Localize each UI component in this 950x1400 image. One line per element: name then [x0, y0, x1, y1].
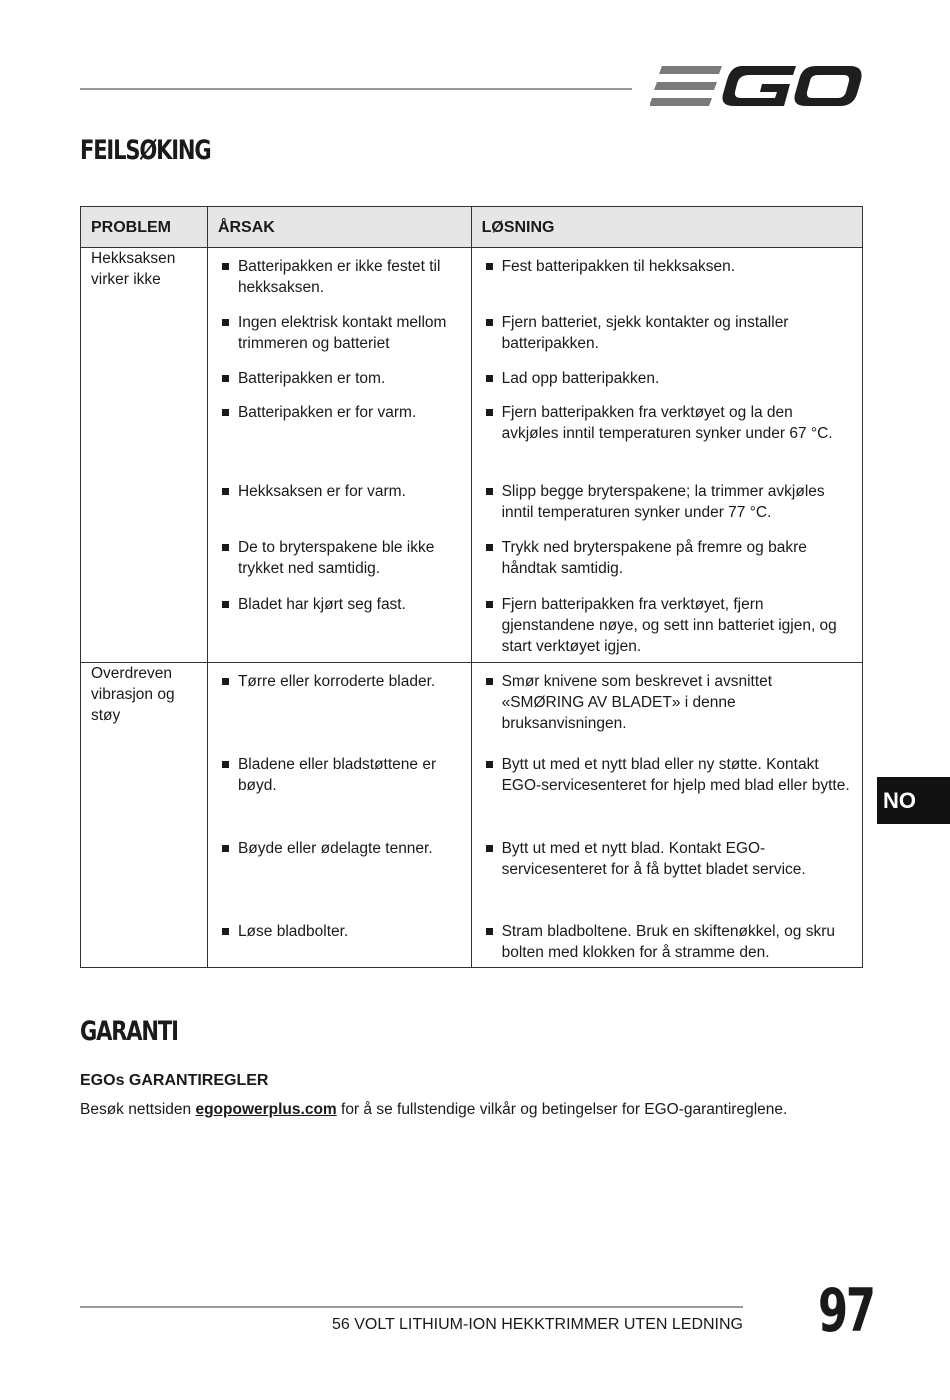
cause-item: Bladet har kjørt seg fast.	[218, 594, 461, 658]
solution-item: Lad opp batteripakken.	[482, 368, 852, 402]
warranty-text-after: for å se fullstendige vilkår og betingelser for EGO-garantireglene.	[336, 1101, 788, 1118]
top-rule	[80, 88, 632, 90]
solution-item: Fjern batteripakken fra verktøyet og la den avkjøles inntil temperaturen synker under 67 °C.	[482, 402, 852, 481]
cause-item: Batteripakken er tom.	[218, 368, 461, 402]
section-title-troubleshooting: FEILSØKING	[80, 135, 211, 166]
cause-cell	[207, 248, 471, 663]
solution-item: Fest batteripakken til hekksaksen.	[482, 256, 852, 312]
table-row	[81, 663, 863, 968]
cause-item: Tørre eller korroderte blader.	[218, 671, 461, 754]
cause-item: Ingen elektrisk kontakt mellom trimmeren og batteriet	[218, 312, 461, 368]
warranty-text-before: Besøk nettsiden	[80, 1101, 196, 1118]
solution-item: Trykk ned bryterspakene på fremre og bakre håndtak samtidig.	[482, 537, 852, 594]
problem-cell: Overdreven vibrasjon og støy	[81, 663, 208, 968]
solution-item: Fjern batteripakken fra verktøyet, fjern gjenstandene nøye, og sett inn batteriet igjen, og start verktøyet igjen.	[482, 594, 852, 658]
footer-title: 56 VOLT LITHIUM-ION HEKKTRIMMER UTEN LEDNING	[331, 1316, 743, 1333]
cause-item: Bøyde eller ødelagte tenner.	[218, 838, 461, 921]
website-link[interactable]: egopowerplus.com	[195, 1101, 337, 1118]
solution-item: Bytt ut med et nytt blad. Kontakt EGO-servicesenteret for å få byttet bladet service.	[482, 838, 852, 921]
problem-cell: Hekksaksen virker ikke	[81, 248, 208, 663]
warranty-subtitle: EGOs GARANTIREGLER	[80, 1072, 269, 1089]
cause-item: De to bryterspakene ble ikke trykket ned samtidig.	[218, 537, 461, 594]
cause-cell	[207, 663, 471, 968]
cause-item: Batteripakken er ikke festet til hekksaksen.	[218, 256, 461, 312]
section-title-warranty: GARANTI	[80, 1016, 178, 1047]
solution-item: Stram bladboltene. Bruk en skiftenøkkel, og skru bolten med klokken for å stramme den.	[482, 921, 852, 963]
ego-logo	[650, 62, 862, 112]
page-number: 97	[818, 1276, 874, 1346]
cause-item: Hekksaksen er for varm.	[218, 481, 461, 537]
header-solution: LØSNING	[471, 207, 862, 248]
header-cause: ÅRSAK	[207, 207, 471, 248]
solution-item: Fjern batteriet, sjekk kontakter og installer batteripakken.	[482, 312, 852, 368]
cause-item: Bladene eller bladstøttene er bøyd.	[218, 754, 461, 838]
solution-item: Slipp begge bryterspakene; la trimmer avkjøles inntil temperaturen synker under 77 °C.	[482, 481, 852, 537]
solution-cell	[471, 663, 862, 968]
header-problem: PROBLEM	[81, 207, 208, 248]
solution-item: Smør knivene som beskrevet i avsnittet «SMØRING AV BLADET» i denne bruksanvisningen.	[482, 671, 852, 754]
table-row	[81, 248, 863, 663]
solution-cell	[471, 248, 862, 663]
bottom-rule	[80, 1306, 743, 1308]
language-tab: NO	[877, 777, 950, 824]
cause-item: Batteripakken er for varm.	[218, 402, 461, 481]
cause-item: Løse bladbolter.	[218, 921, 461, 963]
troubleshooting-table	[80, 206, 863, 968]
warranty-paragraph	[80, 1101, 787, 1119]
solution-item: Bytt ut med et nytt blad eller ny støtte. Kontakt EGO-servicesenteret for hjelp med blad eller bytte.	[482, 754, 852, 838]
table-header-row	[81, 207, 863, 248]
